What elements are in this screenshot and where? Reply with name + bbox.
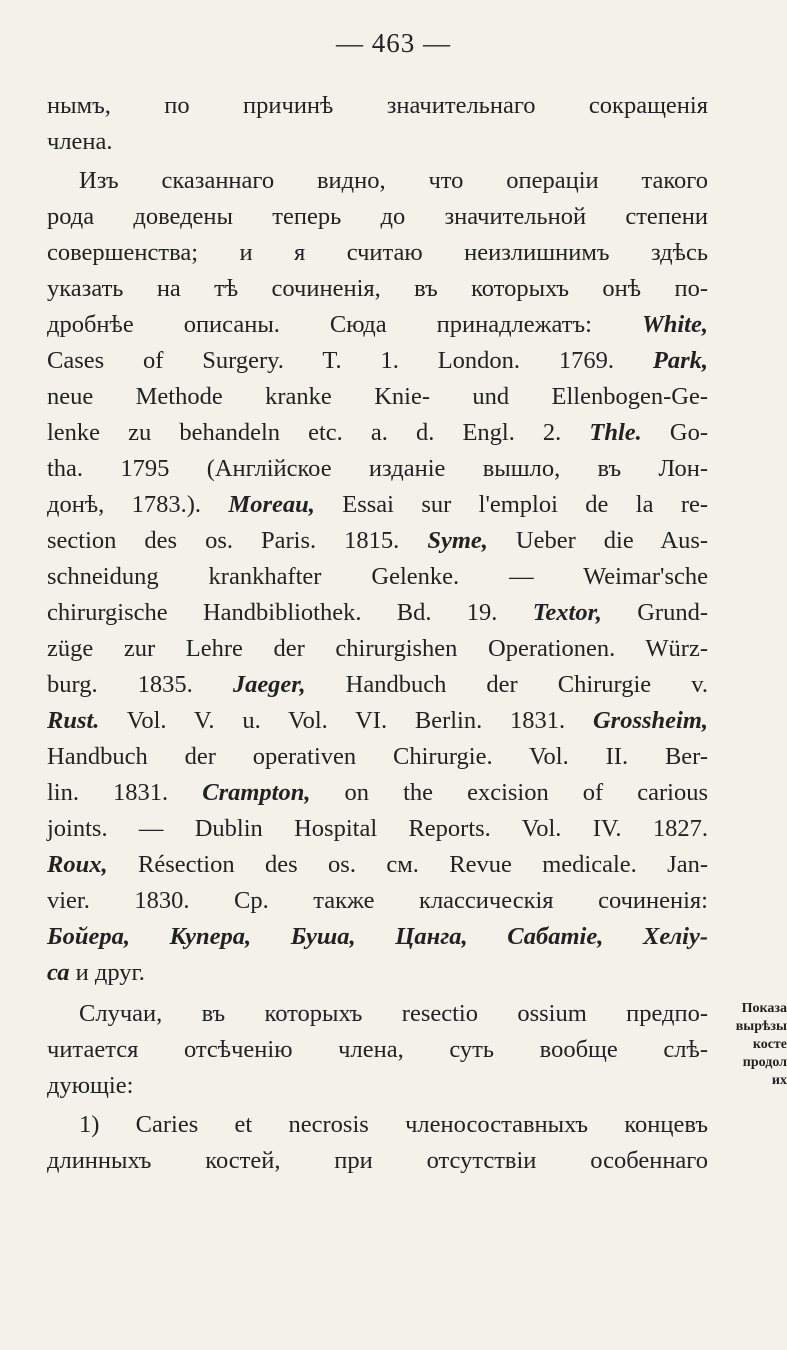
text-segment: Go- (669, 419, 709, 446)
margin-note-line: Показа (741, 1001, 787, 1016)
text-line: дующіе: (47, 1072, 134, 1099)
text-line (47, 309, 708, 341)
text-segment: lin. 1831. (47, 779, 169, 806)
margin-note-line: косте (752, 1037, 787, 1052)
text-line (47, 345, 708, 377)
text-segment: Handbuch der Chirurgie v. (345, 671, 709, 698)
margin-note-line: вырѣзы (735, 1019, 787, 1034)
author-name: Jaeger, (232, 671, 306, 698)
text-line (47, 489, 708, 521)
text-segment: Vol. V. u. Vol. VI. Berlin. 1831. (126, 707, 566, 734)
text-segment: Cases of Surgery. T. 1. London. 1769. (47, 347, 615, 374)
text-line (47, 525, 708, 557)
text-segment: донѣ, 1783.). (47, 491, 202, 518)
text-line: züge zur Lehre der chirurgishen Operationen. Würz- (47, 635, 708, 662)
text-line (47, 417, 708, 449)
author-name: Rust. (47, 707, 100, 734)
text-line (47, 777, 708, 809)
text-segment: и друг. (75, 959, 145, 986)
author-name: Park, (652, 347, 708, 374)
author-name: са (47, 959, 70, 986)
author-name: Roux, (47, 851, 108, 878)
text-segment: Ueber die Aus- (515, 527, 709, 554)
author-name: Moreau, (228, 491, 315, 518)
author-name: White, (641, 311, 708, 338)
text-segment: lenke zu behandeln etc. a. d. Engl. 2. (47, 419, 562, 446)
author-name: Textor, (532, 599, 602, 626)
text-line: joints. — Dublin Hospital Reports. Vol. IV. 1827. (47, 815, 708, 842)
text-line (47, 669, 708, 701)
text-line: рода доведены теперь до значительной степени (47, 203, 708, 230)
text-line: vier. 1830. Ср. также классическія сочиненія: (47, 887, 708, 914)
author-name: Grossheim, (592, 707, 709, 734)
text-line: Изъ сказаннаго видно, что операціи такого (79, 167, 708, 194)
text-line: нымъ, по причинѣ значительнаго сокращенія (47, 92, 708, 119)
text-line (47, 849, 708, 881)
text-line: члена. (47, 128, 113, 155)
text-segment: дробнѣе описаны. Сюда принадлежатъ: (47, 311, 592, 338)
text-line: Бойера, Купера, Буша, Цанга, Сабатіе, Хеліу- (47, 923, 708, 950)
text-line: neue Methode kranke Knie- und Ellenbogen-Ge- (47, 383, 708, 410)
text-segment: burg. 1835. (47, 671, 193, 698)
text-segment: Grund- (637, 599, 708, 626)
text-line (47, 597, 708, 629)
margin-note (715, 1000, 787, 1090)
author-name: Crampton, (202, 779, 311, 806)
text-line: 1) Caries et necrosis членосоставныхъ концевъ (79, 1111, 708, 1138)
text-line: Случаи, въ которыхъ resectio ossium предпо- (79, 1000, 708, 1027)
text-segment: Essai sur l'emploi de la re- (342, 491, 709, 518)
author-name: Thle. (589, 419, 642, 446)
text-line (47, 957, 708, 989)
text-line (47, 705, 708, 737)
text-segment: on the excision of carious (344, 779, 708, 806)
text-segment: chirurgische Handbibliothek. Bd. 19. (47, 599, 498, 626)
text-line: Handbuch der operativen Chirurgie. Vol. II. Ber- (47, 743, 708, 770)
text-segment: section des os. Paris. 1815. (47, 527, 400, 554)
text-line: указать на тѣ сочиненія, въ которыхъ онѣ по- (47, 275, 708, 302)
text-line: schneidung krankhafter Gelenke. — Weimar'sche (47, 563, 708, 590)
text-line: совершенства; и я считаю неизлишнимъ здѣсь (47, 239, 708, 266)
margin-note-line: их (771, 1073, 787, 1088)
text-line: читается отсѣченію члена, суть вообще слѣ- (47, 1036, 708, 1063)
text-segment: Résection des os. см. Revue medicale. Jan- (138, 851, 709, 878)
text-line: длинныхъ костей, при отсутствіи особеннаго (47, 1147, 708, 1174)
margin-note-line: продол (742, 1055, 787, 1070)
page-number: — 463 — (336, 28, 451, 58)
text-line: tha. 1795 (Англійское изданіе вышло, въ Лон- (47, 455, 708, 482)
author-name: Syme, (427, 527, 488, 554)
